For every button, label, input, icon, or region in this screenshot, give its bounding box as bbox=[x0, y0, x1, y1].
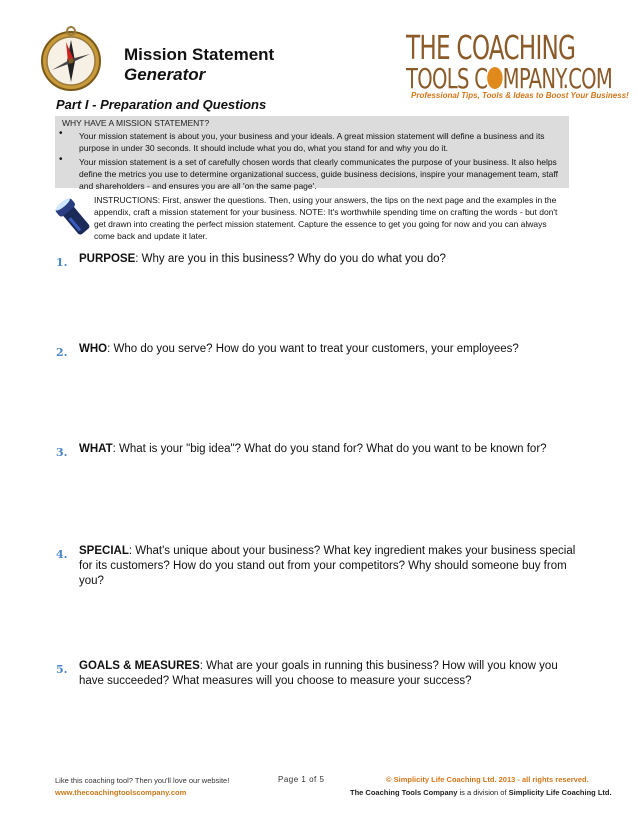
question-4 bbox=[79, 544, 579, 589]
question-text: : Why are you in this business? Why do you do what you do? bbox=[135, 253, 446, 265]
logo-tagline: Professional Tips, Tools & Ideas to Boost Your Business! bbox=[411, 91, 629, 100]
question-keyword: WHO bbox=[79, 343, 108, 355]
logo-text-part-a: TOOLS C bbox=[406, 62, 488, 95]
question-text: : Who do you serve? How do you want to treat your customers, your employees? bbox=[107, 343, 519, 355]
question-keyword: WHAT bbox=[79, 443, 113, 455]
why-bullet-1: Your mission statement is about you, your business and your ideals. A great mission statement will define a business and its purpose in under 30 seconds. It should include what you do, what you stand for and why you do it. bbox=[79, 131, 545, 153]
footer-division-mid: is a division of bbox=[457, 788, 509, 797]
page-number: Page 1 of 5 bbox=[278, 775, 325, 784]
question-text: : What is your "big idea"? What do you stand for? What do you want to be known for? bbox=[112, 443, 547, 455]
instructions-text: INSTRUCTIONS: First, answer the questions. Then, using your answers, the tips on the next page and the examples in the appendix, craft a mission statement for your business. NOTE: It's worthwhile spending time on crafting the words - but don't get drawn into creating the perfect mission statement. Capture the essence to get you going for now and you can always come back and update it later. bbox=[94, 195, 558, 241]
compass-icon bbox=[38, 26, 104, 92]
logo-text-part-b: MPANY.COM bbox=[502, 62, 613, 95]
question-number: 5. bbox=[56, 663, 68, 676]
question-text: : What's unique about your business? What key ingredient makes your business special for its customers? How do you stand out from your competitors? Why should someone buy from you? bbox=[79, 545, 576, 587]
question-5 bbox=[79, 659, 579, 689]
footer-copyright: © Simplicity Life Coaching Ltd. 2013 - all rights reserved. bbox=[386, 775, 589, 784]
logo-o-badge-icon bbox=[487, 67, 502, 89]
flashlight-icon bbox=[54, 197, 96, 241]
footer-website-link[interactable]: www.thecoachingtoolscompany.com bbox=[55, 788, 187, 797]
question-2 bbox=[79, 342, 579, 357]
question-1 bbox=[79, 252, 579, 267]
question-number: 4. bbox=[56, 548, 68, 561]
question-keyword: PURPOSE bbox=[79, 253, 136, 265]
question-3 bbox=[79, 442, 579, 457]
why-box-title: WHY HAVE A MISSION STATEMENT? bbox=[62, 118, 210, 128]
question-number: 2. bbox=[56, 346, 68, 359]
logo-text-line1: THE COACHING bbox=[406, 28, 576, 67]
question-number: 1. bbox=[56, 256, 68, 269]
footer-division-note bbox=[350, 788, 612, 797]
doc-title-line2: Generator bbox=[124, 65, 206, 84]
why-bullet-2: Your mission statement is a set of carefully chosen words that clearly communicates the purpose of your business. It also helps define the metrics you use to determine organizational success, guide business decisions, inspire your management team, staff and shareholders - and ensures you are all 'on the same page'. bbox=[79, 157, 558, 191]
question-keyword: GOALS & MEASURES bbox=[79, 660, 200, 672]
bullet-marker: • bbox=[59, 154, 63, 165]
question-text: : What are your goals in running this business? How will you know you have succeeded? What measures will you choose to measure your success? bbox=[79, 660, 558, 687]
question-keyword: SPECIAL bbox=[79, 545, 129, 557]
doc-title-line1: Mission Statement bbox=[124, 45, 275, 64]
footer-parent-company: Simplicity Life Coaching Ltd. bbox=[508, 788, 612, 797]
bullet-marker: • bbox=[59, 128, 63, 139]
footer-promo-text: Like this coaching tool? Then you'll love our website! bbox=[55, 776, 230, 785]
part-heading: Part I - Preparation and Questions bbox=[56, 97, 267, 112]
question-number: 3. bbox=[56, 446, 68, 459]
footer-company-name: The Coaching Tools Company bbox=[350, 788, 458, 797]
